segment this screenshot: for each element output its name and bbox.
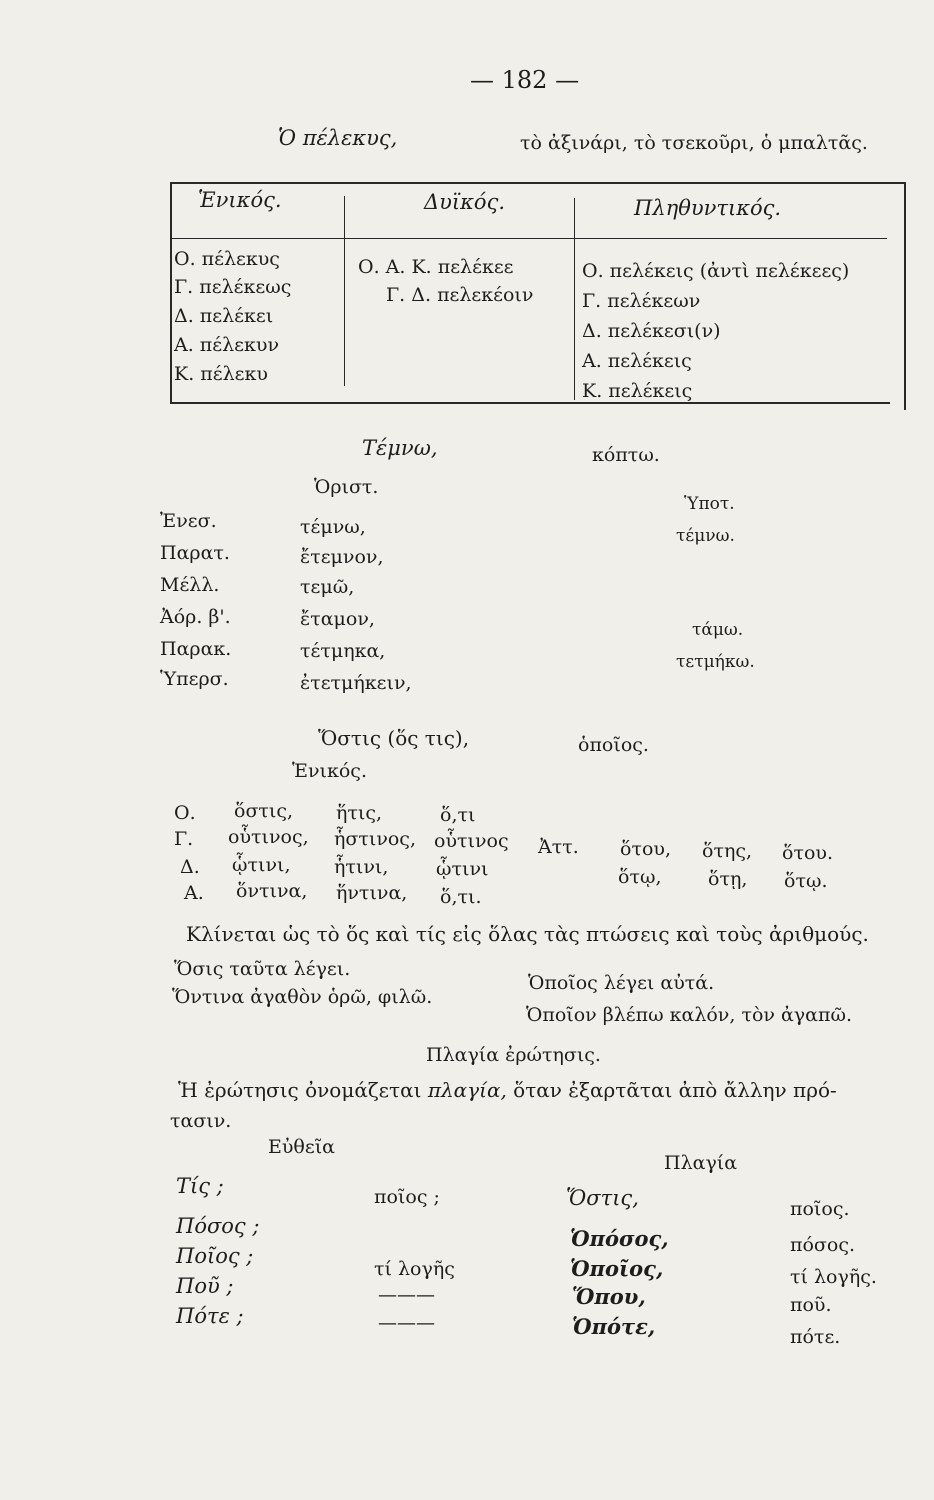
verb-lemma: Τέμνω,: [362, 436, 438, 460]
table-header-rule: [172, 238, 887, 239]
tense-imperfect: Παρατ.: [160, 542, 230, 564]
indirect-alt-posos: πόσος.: [790, 1234, 856, 1256]
pron-gen-n: οὗτινος: [434, 830, 509, 852]
iq-text-line2: τασιν.: [170, 1110, 232, 1132]
indirect-alt-pote: πότε.: [790, 1326, 841, 1348]
ind-future: τεμῶ,: [300, 576, 355, 598]
ind-present: τέμνω,: [300, 516, 366, 538]
pron-att-dat-f: ὅτῃ,: [708, 868, 748, 890]
tense-future: Μέλλ.: [160, 574, 220, 596]
pron-att-dat-m: ὅτῳ,: [618, 866, 662, 888]
direct-posos: Πόσος ;: [176, 1214, 260, 1238]
page-number: — 182 —: [470, 66, 580, 94]
tense-present: Ἐνεσ.: [160, 510, 217, 532]
pron-gen-m: οὗτινος,: [228, 826, 309, 848]
ind-aorist: ἔταμον,: [300, 608, 375, 630]
noun-gloss: τὸ ἀξινάρι, τὸ τσεκοῦρι, ὁ μπαλτᾶς.: [520, 132, 868, 154]
indirect-opou: Ὅπου,: [572, 1284, 646, 1309]
table-top-border: [172, 182, 906, 184]
table-divider-1: [344, 196, 345, 386]
col-direct: Εὐθεῖα: [268, 1136, 335, 1158]
table-right-border: [904, 184, 906, 410]
direct-pou: Ποῦ ;: [176, 1274, 234, 1298]
direct-alt-ti-loges: τί λογῆς: [374, 1258, 455, 1280]
table-left-border: [170, 182, 172, 404]
tense-aorist: Ἀόρ. β'.: [160, 606, 231, 628]
pron-att-gen-f: ὅτης,: [702, 840, 753, 862]
direct-pote: Πότε ;: [176, 1304, 244, 1328]
iq-term: πλαγία,: [427, 1078, 507, 1102]
pron-nom-f: ἥτις,: [336, 802, 383, 824]
iq-text-part-b: ὅταν ἐξαρτᾶται ἀπὸ ἄλλην πρό-: [513, 1078, 837, 1102]
example-1-left: Ὅσις ταῦτα λέγει.: [174, 958, 351, 980]
indirect-alt-poios: ποῖος.: [790, 1198, 850, 1220]
example-2-right: Ὁποῖον βλέπω καλόν, τὸν ἀγαπῶ.: [526, 1004, 853, 1026]
indirect-oposos: Ὁπόσος,: [570, 1226, 669, 1251]
singular-nom: Ο. πέλεκυς: [174, 248, 280, 270]
iq-text-part-a: Ἡ ἐρώτησις ὀνομάζεται: [178, 1078, 422, 1102]
pron-case-dat: Δ.: [180, 856, 200, 878]
table-bottom-border: [172, 402, 890, 404]
plural-gen: Γ. πελέκεων: [582, 290, 701, 312]
indirect-opoios: Ὁποῖος,: [570, 1256, 664, 1281]
pron-nom-n: ὅ,τι: [440, 804, 476, 826]
col-dual: Δυϊκός.: [424, 190, 506, 214]
pron-acc-n: ὅ,τι.: [440, 886, 482, 908]
pron-att-dat-n: ὅτῳ.: [784, 870, 828, 892]
direct-alt-poios: ποῖος ;: [374, 1186, 440, 1208]
pron-case-acc: Α.: [184, 882, 204, 904]
singular-acc: Α. πέλεκυν: [174, 334, 279, 356]
direct-tis: Τίς ;: [176, 1174, 224, 1198]
pron-att-gen-n: ὅτου.: [782, 842, 833, 864]
verb-gloss: κόπτω.: [592, 444, 660, 466]
pron-nom-m: ὅστις,: [234, 800, 294, 822]
subj-perfect: τετμήκω.: [676, 652, 755, 672]
singular-voc: Κ. πέλεκυ: [174, 363, 268, 385]
iq-text-line1: [178, 1078, 837, 1102]
direct-alt-dash-1: ———: [378, 1284, 435, 1306]
singular-dat: Δ. πελέκει: [174, 305, 274, 327]
tense-perfect: Παρακ.: [160, 638, 232, 660]
subj-present: τέμνω.: [676, 526, 735, 546]
indirect-opote: Ὁπότε,: [572, 1314, 656, 1339]
plural-acc: Α. πελέκεις: [582, 350, 692, 372]
example-1-right: Ὁποῖος λέγει αὐτά.: [528, 972, 715, 994]
noun-lemma: Ὁ πέλεκυς,: [278, 126, 398, 150]
mood-indicative: Ὁριστ.: [314, 476, 379, 498]
pron-att-label: Ἀττ.: [538, 836, 579, 858]
pronoun-number: Ἑνικός.: [292, 760, 367, 782]
pron-dat-n: ᾧτινι: [436, 858, 489, 880]
example-2-left: Ὅντινα ἀγαθὸν ὁρῶ, φιλῶ.: [172, 986, 433, 1008]
col-plural: Πληθυντικός.: [634, 196, 782, 220]
pronoun-note: Κλίνεται ὡς τὸ ὅς καὶ τίς εἰς ὅλας τὰς πτώσεις καὶ τοὺς ἀριθμούς.: [186, 922, 869, 946]
direct-poios: Ποῖος ;: [176, 1244, 254, 1268]
pron-acc-f: ἥντινα,: [336, 882, 408, 904]
dual-gen-dat: Γ. Δ. πελεκέοιν: [386, 284, 534, 306]
pron-dat-f: ἧτινι,: [334, 856, 389, 878]
ind-perfect: τέτμηκα,: [300, 640, 386, 662]
subj-aorist: τάμω.: [692, 620, 744, 640]
plural-dat: Δ. πελέκεσι(ν): [582, 320, 721, 342]
col-singular: Ἑνικός.: [198, 188, 282, 212]
pron-att-gen-m: ὅτου,: [620, 838, 671, 860]
ind-imperfect: ἔτεμνον,: [300, 546, 384, 568]
pronoun-heading: Ὅστις (ὅς τις),: [318, 726, 470, 750]
indirect-question-heading: Πλαγία ἐρώτησις.: [426, 1044, 601, 1066]
col-indirect: Πλαγία: [664, 1152, 738, 1174]
indirect-alt-pou: ποῦ.: [790, 1294, 832, 1316]
table-divider-2: [574, 198, 575, 400]
pron-case-gen: Γ.: [174, 828, 194, 850]
singular-gen: Γ. πελέκεως: [174, 276, 292, 298]
dual-nom-acc-voc: Ο. Α. Κ. πελέκεε: [358, 256, 514, 278]
pron-acc-m: ὅντινα,: [236, 880, 308, 902]
pron-dat-m: ᾧτινι,: [232, 854, 291, 876]
tense-pluperfect: Ὑπερσ.: [160, 668, 229, 690]
pronoun-heading-right: ὁποῖος.: [578, 734, 649, 756]
mood-subjunctive: Ὑποτ.: [684, 494, 735, 514]
indirect-alt-ti-loges: τί λογῆς.: [790, 1266, 877, 1288]
plural-voc: Κ. πελέκεις: [582, 380, 693, 402]
ind-pluperfect: ἐτετμήκειν,: [300, 672, 412, 694]
indirect-ostis: Ὅστις,: [566, 1186, 639, 1210]
plural-nom: Ο. πελέκεις (ἀντὶ πελέκεες): [582, 260, 850, 282]
pron-gen-f: ἧστινος,: [334, 828, 416, 850]
pron-case-nom: Ο.: [174, 802, 196, 824]
direct-alt-dash-2: ———: [378, 1312, 435, 1334]
